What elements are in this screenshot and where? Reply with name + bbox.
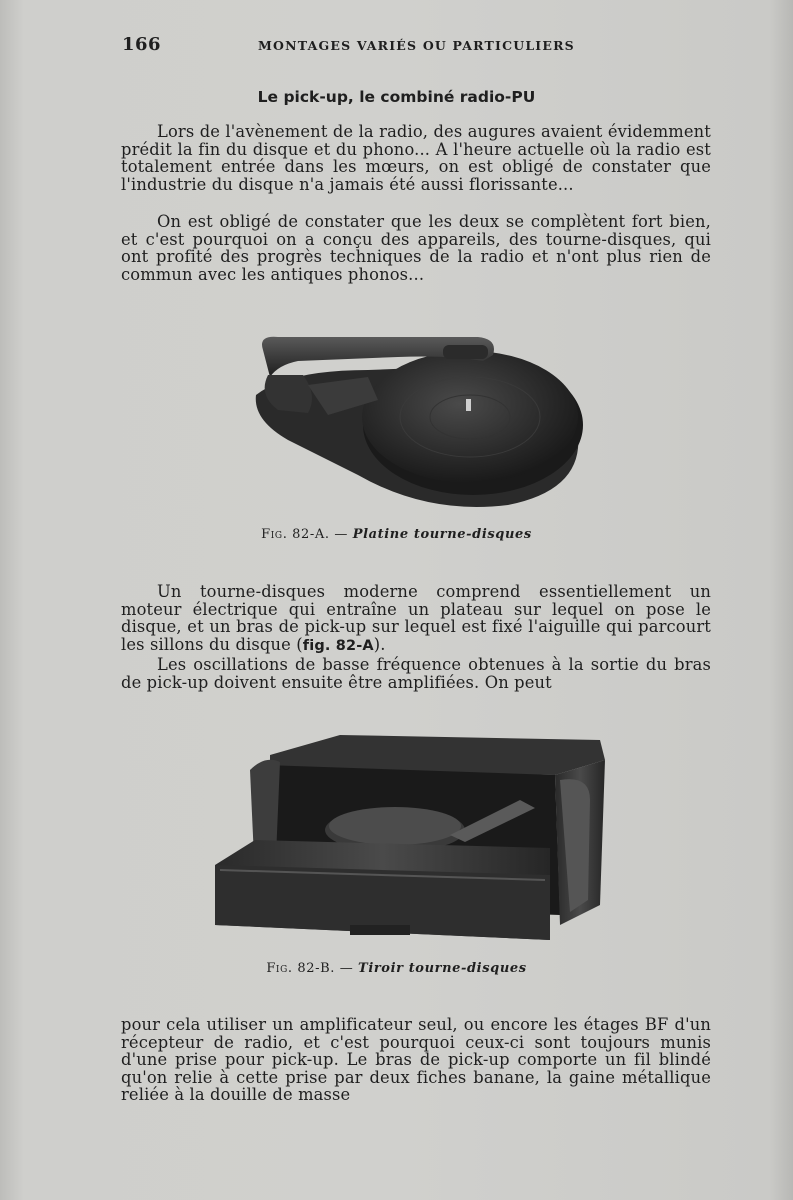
figure-a-label: Fig. 82-A. bbox=[261, 527, 330, 542]
figure-turntable-illustration bbox=[248, 325, 588, 515]
paragraph-turntable-end: ). bbox=[373, 634, 386, 654]
paragraph-complement: On est obligé de constater que les deux se complètent fort bien, et c'est pourquoi on a conçu des appareils, des tourne-disques, qui ont profité des progrès techniques de la radio et n'ont plus rien de commun avec les antiques phonos... bbox=[121, 212, 711, 284]
drawer-drawing bbox=[210, 730, 610, 945]
figure-a-title: Platine tourne-disques bbox=[352, 527, 532, 542]
figure-a-dash: — bbox=[334, 527, 348, 542]
page-header bbox=[122, 34, 722, 58]
paragraph-intro: Lors de l'avènement de la radio, des augures avaient évidemment prédit la fin du disque et du phono... A l'heure actuelle où la radio est totalement entrée dans les mœurs, on est obligé de constater que l'industrie du disque n'a jamais été aussi florissante... bbox=[121, 122, 711, 194]
paragraph-turntable-text: Un tourne-disques moderne comprend essentiellement un moteur électrique qui entraîne un plateau sur lequel on pose le disque, et un bras de pick-up sur lequel est fixé l'aiguille qui parcourt les sillons du disque ( bbox=[121, 582, 711, 654]
figure-reference: fig. 82-A bbox=[302, 637, 374, 654]
section-title: Le pick-up, le combiné radio-PU bbox=[257, 88, 536, 106]
paragraph-turntable bbox=[121, 583, 711, 655]
figure-b-label: Fig. 82-B. bbox=[266, 961, 335, 976]
turntable-drawing bbox=[248, 325, 588, 515]
paragraph-oscillations: Les oscillations de basse fréquence obtenues à la sortie du bras de pick-up doivent ensuite être amplifiées. On peut bbox=[121, 655, 711, 692]
figure-b-caption bbox=[0, 961, 793, 976]
figure-a-caption bbox=[0, 527, 793, 542]
figure-drawer-illustration bbox=[210, 730, 610, 945]
figure-b-title: Tiroir tourne-disques bbox=[358, 961, 527, 976]
figure-b-dash: — bbox=[339, 961, 354, 976]
running-title: MONTAGES VARIÉS OU PARTICULIERS bbox=[258, 38, 575, 53]
paragraph-amplification: pour cela utiliser un amplificateur seul, ou encore les étages BF d'un récepteur de radio, et c'est pourquoi ceux-ci sont toujours munis d'une prise pour pick-up. Le bras de pick-up comporte un fil blindé qu'on relie à cette prise par deux fiches banane, la gaine métallique reliée à la douille de masse bbox=[121, 1015, 711, 1105]
page-number: 166 bbox=[122, 34, 162, 55]
